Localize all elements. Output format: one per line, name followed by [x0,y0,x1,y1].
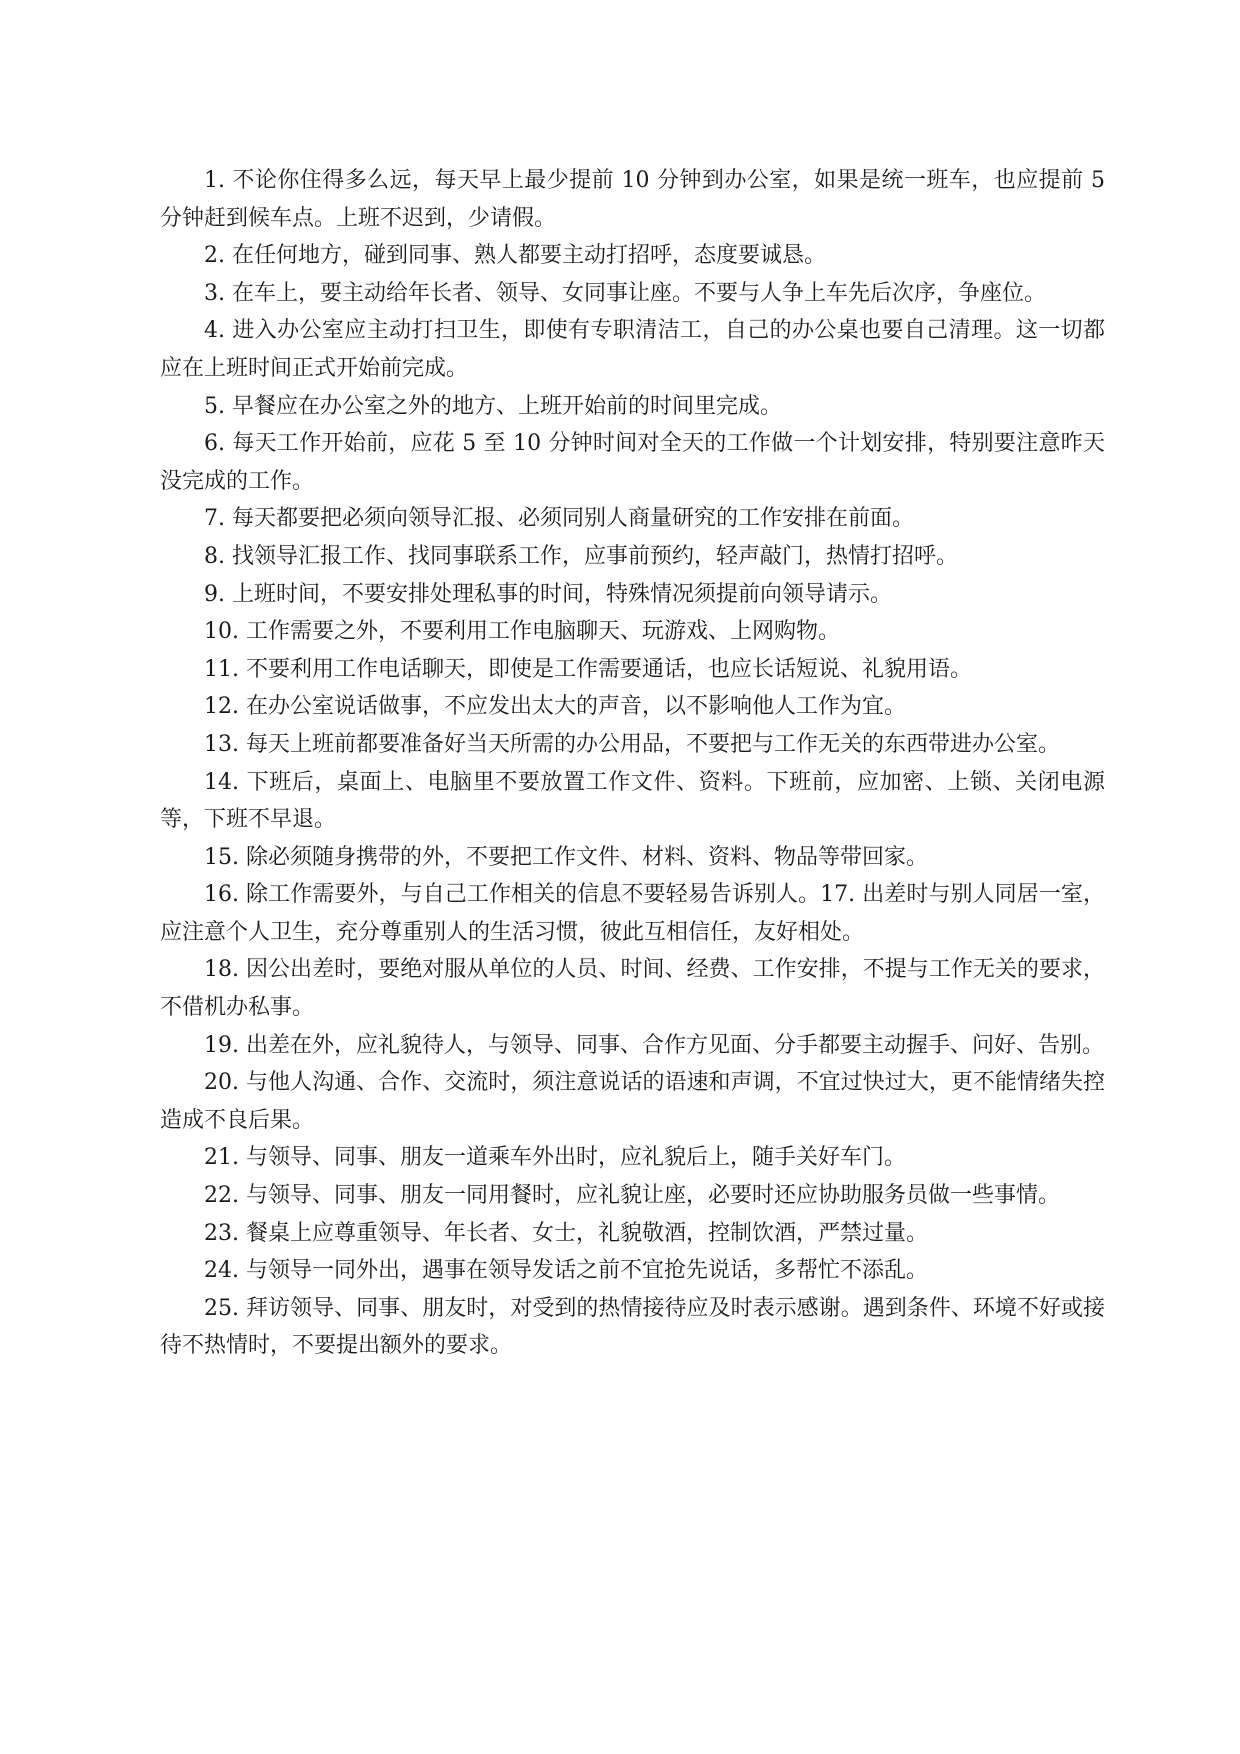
paragraph-25: 25. 拜访领导、同事、朋友时，对受到的热情接待应及时表示感谢。遇到条件、环境不好或接待不热情时，不要提出额外的要求。 [160,1295,1105,1359]
paragraph-13: 13. 每天上班前都要准备好当天所需的办公用品，不要把与工作无关的东西带进办公室。 [204,731,1060,757]
paragraph-5: 5. 早餐应在办公室之外的地方、上班开始前的时间里完成。 [204,393,782,419]
paragraph-6: 6. 每天工作开始前，应花 5 至 10 分钟时间对全天的工作做一个计划安排，特别要注意昨天没完成的工作。 [160,431,1105,494]
paragraph-9: 9. 上班时间，不要安排处理私事的时间，特殊情况须提前向领导请示。 [204,581,892,607]
paragraph-3: 3. 在车上，要主动给年长者、领导、女同事让座。不要与人争上车先后次序，争座位。 [204,280,1046,306]
paragraph-12: 12. 在办公室说话做事，不应发出太大的声音，以不影响他人工作为宜。 [204,694,906,720]
paragraph-2: 2. 在任何地方，碰到同事、熟人都要主动打招呼，态度要诚恳。 [204,243,826,269]
paragraph-10: 10. 工作需要之外，不要利用工作电脑聊天、玩游戏、上网购物。 [204,619,840,645]
paragraph-18: 18. 因公出差时，要绝对服从单位的人员、时间、经费、工作安排，不提与工作无关的要求，不借机办私事。 [160,957,1105,1021]
paragraph-19: 19. 出差在外，应礼貌待人，与领导、同事、合作方见面、分手都要主动握手、问好、告别。 [204,1032,1104,1058]
paragraph-8: 8. 找领导汇报工作、找同事联系工作，应事前预约，轻声敲门，热情打招呼。 [204,543,958,569]
document-body [160,162,1105,1365]
paragraph-21: 21. 与领导、同事、朋友一道乘车外出时，应礼貌后上，随手关好车门。 [204,1145,906,1171]
paragraph-4: 4. 进入办公室应主动打扫卫生，即使有专职清洁工，自己的办公桌也要自己清理。这一切都应在上班时间正式开始前完成。 [160,318,1105,381]
paragraph-20: 20. 与他人沟通、合作、交流时，须注意说话的语速和声调，不宜过快过大，更不能情绪失控造成不良后果。 [160,1070,1105,1133]
paragraph-1: 1. 不论你住得多么远，每天早上最少提前 10 分钟到办公室，如果是统一班车，也应提前 5 分钟赶到候车点。上班不迟到，少请假。 [160,168,1105,231]
paragraph-24: 24. 与领导一同外出，遇事在领导发话之前不宜抢先说话，多帮忙不添乱。 [204,1258,928,1284]
paragraph-11: 11. 不要利用工作电话聊天，即使是工作需要通话，也应长话短说、礼貌用语。 [204,656,972,682]
paragraph-7: 7. 每天都要把必须向领导汇报、必须同别人商量研究的工作安排在前面。 [204,506,914,532]
paragraph-23: 23. 餐桌上应尊重领导、年长者、女士，礼貌敬酒，控制饮酒，严禁过量。 [204,1220,928,1246]
paragraph-14: 14. 下班后，桌面上、电脑里不要放置工作文件、资料。下班前，应加密、上锁、关闭电源等，下班不早退。 [160,769,1105,833]
paragraph-22: 22. 与领导、同事、朋友一同用餐时，应礼貌让座，必要时还应协助服务员做一些事情。 [204,1183,1060,1209]
paragraph-15: 15. 除必须随身携带的外，不要把工作文件、材料、资料、物品等带回家。 [204,844,928,870]
paragraph-16: 16. 除工作需要外，与自己工作相关的信息不要轻易告诉别人。17. 出差时与别人同居一室，应注意个人卫生，充分尊重别人的生活习惯，彼此互相信任，友好相处。 [160,882,1105,945]
